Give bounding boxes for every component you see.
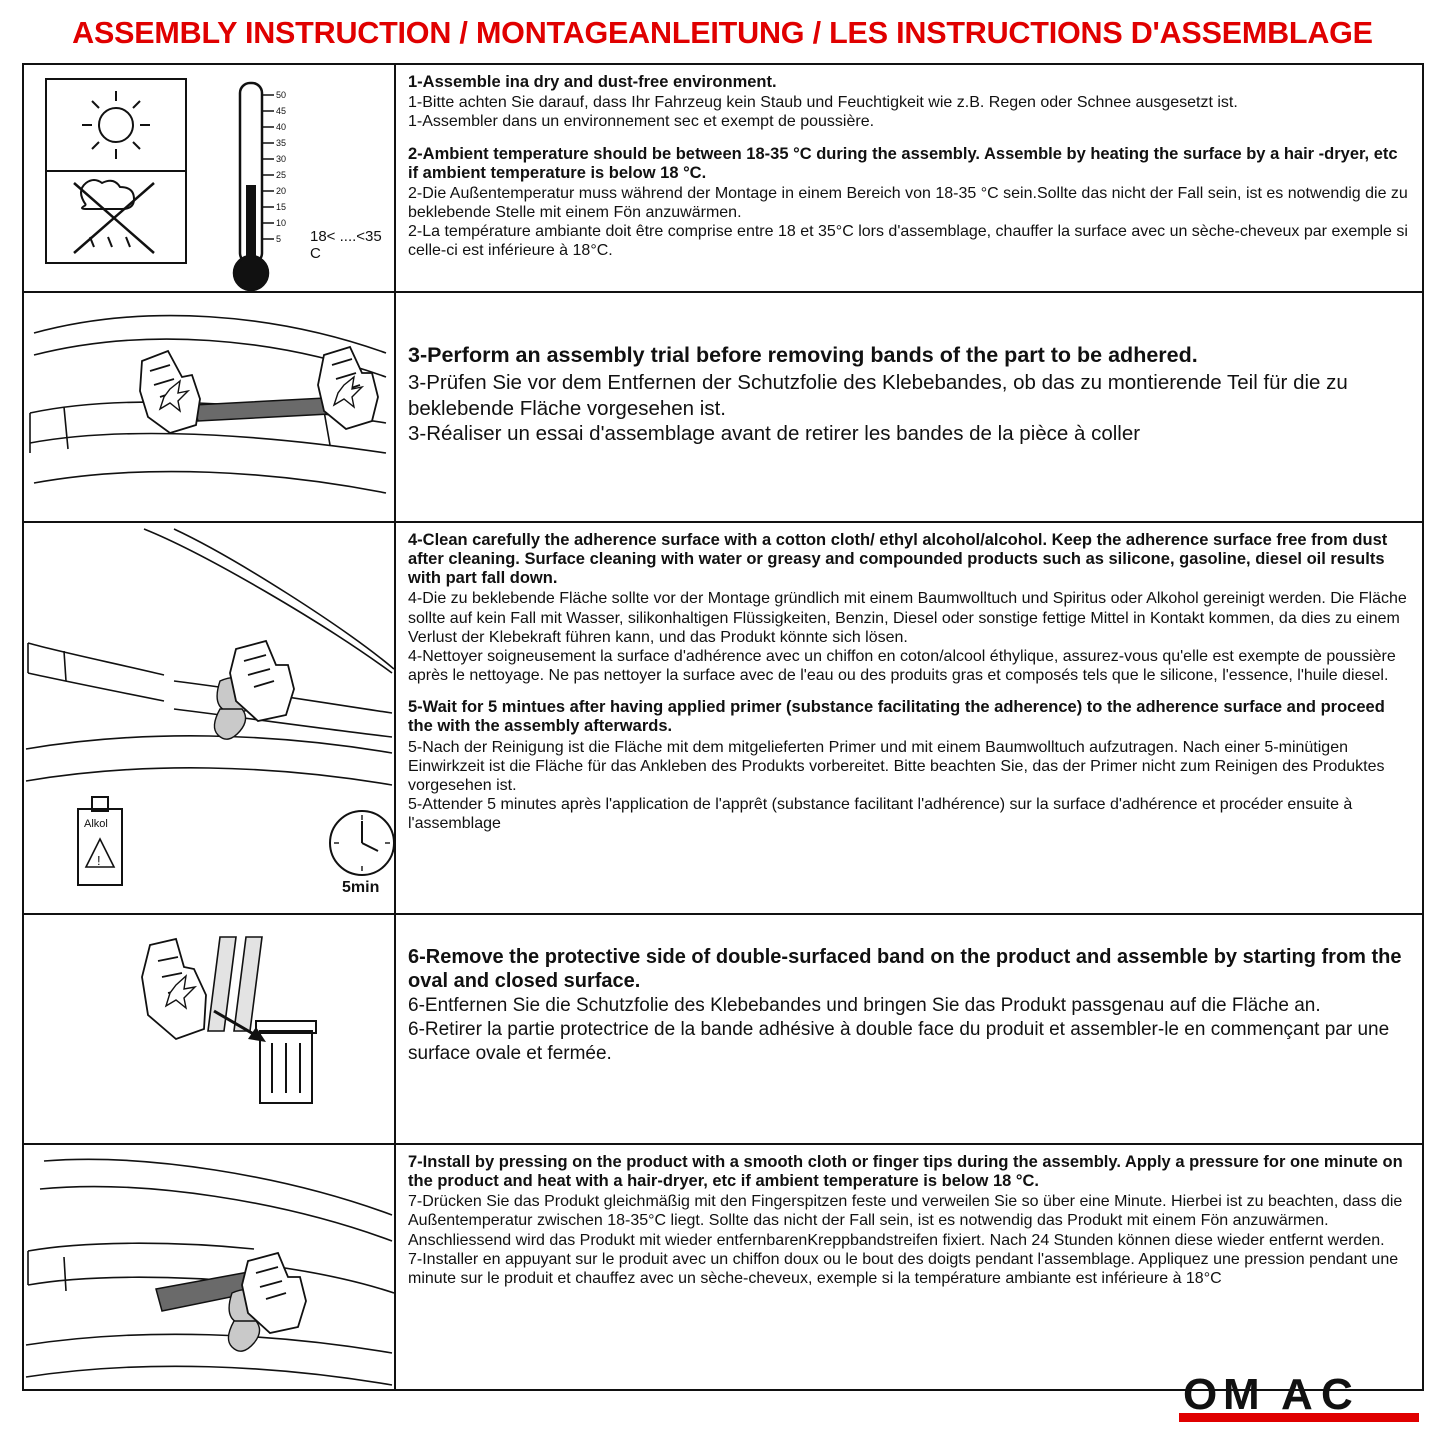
step-3-fr: 3-Réaliser un essai d'assemblage avant de retirer les bandes de la pièce à coller <box>408 422 1141 446</box>
svg-text:20: 20 <box>276 186 287 196</box>
step-6-de: 6-Entfernen Sie die Schutzfolie des Klebebandes und bringen Sie das Produkt passgenau auf die Fläche an. <box>408 995 1321 1016</box>
step-2-en: 2-Ambient temperature should be between 18-35 °C during the assembly. Assemble by heating the surface by a hair -dryer, etc if ambient temperature is below 18 °C. <box>408 144 1398 182</box>
illustration-trial-fit <box>24 293 396 523</box>
temperature-range-label: 18< ....<35 C <box>310 228 382 262</box>
step-4 <box>408 531 1410 685</box>
illustration-sun-thermometer <box>24 65 396 293</box>
instruction-row <box>24 523 1424 915</box>
svg-text:25: 25 <box>276 170 287 180</box>
step-6-en: 6-Remove the protective side of double-surfaced band on the product and assemble by starting from the oval and closed surface. <box>408 946 1402 992</box>
svg-text:M: M <box>1223 1370 1260 1419</box>
illustration-press-product <box>24 1145 396 1391</box>
cleaning-surface-alcohol-clock-icon <box>24 523 396 915</box>
step-2 <box>408 145 1410 261</box>
instruction-text-4-5 <box>396 523 1424 915</box>
step-4-de: 4-Die zu beklebende Fläche sollte vor der Montage gründlich mit einem Baumwolltuch und Spiritus oder Alkohol gereinigt werden. Die Fläche sollte auf kein Fall mit Wasser, silikonhaltigen Flüssigkeiten, Benzin, Diesel oder sonstige fettige Mittel in Kontakt kommen, da dies zu einem Verlust der Klebekraft führen kann, und das Produkt könnte sich lösen. <box>408 590 1407 646</box>
svg-text:Alkol: Alkol <box>84 818 108 830</box>
omac-logo <box>1179 1367 1419 1429</box>
step-3-en: 3-Perform an assembly trial before removing bands of the part to be adhered. <box>408 343 1198 367</box>
step-1-en: 1-Assemble ina dry and dust-free environment. <box>408 73 777 91</box>
step-1-de: 1-Bitte achten Sie darauf, dass Ihr Fahrzeug kein Staub und Feuchtigkeit wie z.B. Regen oder Schnee ausgesetzt ist. <box>408 94 1238 112</box>
instruction-row <box>24 65 1424 293</box>
step-5-de: 5-Nach der Reinigung ist die Fläche mit dem mitgelieferten Primer und mit einem Baumwolltuch aufzutragen. Nach einer 5-minütigen Einwirkzeit ist die Fläche für das Ankleben des Produkts vorbereitet. Bitte beachten Sie, das der Primer nicht zum Reinigen des Produktes vorgesehen ist. <box>408 738 1385 794</box>
svg-text:!: ! <box>97 853 101 868</box>
svg-text:15: 15 <box>276 202 287 212</box>
step-1-fr: 1-Assembler dans un environnement sec et exempt de poussière. <box>408 113 875 131</box>
step-3 <box>408 343 1410 447</box>
illustration-cleaning <box>24 523 396 915</box>
instruction-text-3 <box>396 293 1424 523</box>
svg-text:10: 10 <box>276 218 287 228</box>
step-6-fr: 6-Retirer la partie protectrice de la bande adhésive à double face du produit et assembler-le en commençant par une surface ovale et fermée. <box>408 1018 1390 1064</box>
step-5 <box>408 698 1410 833</box>
svg-text:30: 30 <box>276 154 287 164</box>
step-7-fr: 7-Installer en appuyant sur le produit avec un chiffon doux ou le bout des doigts pendant l'assemblage. Appliquez une pression pendant une minute sur le produit et chauffez avec un sèche-cheveux, exemple si la température ambiante est inférieure à 18°C <box>408 1250 1399 1287</box>
hands-trial-fit-on-door-sill-icon <box>24 293 396 523</box>
peel-protective-film-trash-icon <box>24 915 396 1145</box>
svg-text:45: 45 <box>276 106 287 116</box>
step-7-de: 7-Drücken Sie das Produkt gleichmäßig mit den Fingerspitzen feste und verweilen Sie so über eine Minute. Hierbei ist zu beachten, dass die Außentemperatur zwischen 18-35°C liegt. Sollte das nicht der Fall sein, ist es notwendig das Produkt mit einem Fön anzuwärmen. Anschliessend wird das Produkt mit wieder entfernbarenKreppbandstreifen fixiert. Nach 24 Stunden können diese wieder entfernt werden. <box>408 1193 1403 1249</box>
clock-label: 5min <box>342 879 380 896</box>
instruction-row <box>24 1145 1424 1391</box>
instruction-text-6 <box>396 915 1424 1145</box>
press-product-with-cloth-icon <box>24 1145 396 1391</box>
page-title: ASSEMBLY INSTRUCTION / MONTAGEANLEITUNG / LES INSTRUCTIONS D'ASSEMBLAGE <box>72 16 1373 50</box>
step-5-en: 5-Wait for 5 mintues after having applied primer (substance facilitating the adherence) to the adherence surface and proceed the with the assembly afterwards. <box>408 698 1385 736</box>
step-7 <box>408 1153 1410 1288</box>
step-4-en: 4-Clean carefully the adherence surface with a cotton cloth/ ethyl alcohol/alcohol. Keep the adherence surface free from dust after cleaning. Surface cleaning with water or greasy and compounded products such as silicone, gasoline, diesel oil results with part fall down. <box>408 531 1388 588</box>
illustration-peel-film <box>24 915 396 1145</box>
step-2-fr: 2-La température ambiante doit être comprise entre 18 et 35°C lors d'assemblage, chauffer la surface avec un sèche-cheveux par exemple si celle-ci est inférieure à 18°C. <box>408 223 1408 260</box>
svg-text:C: C <box>1321 1370 1353 1419</box>
instruction-row <box>24 293 1424 523</box>
instruction-text-1 <box>396 65 1424 293</box>
svg-text:40: 40 <box>276 122 287 132</box>
step-7-en: 7-Install by pressing on the product with a smooth cloth or finger tips during the assembly. Apply a pressure for one minute on the product and heat with a hair-dryer, etc if ambient temperature is below 18 °C. <box>408 1153 1403 1191</box>
svg-text:50: 50 <box>276 90 287 100</box>
step-4-fr: 4-Nettoyer soigneusement la surface d'adhérence avec un chiffon en coton/alcool éthylique, assurez-vous qu'elle est exempte de poussière après le nettoyage. Ne pas nettoyer la surface avec de l'eau ou des produits gras et composés tels que le silicone, l'essence, l'huile diesel. <box>408 647 1396 685</box>
svg-text:35: 35 <box>276 138 287 148</box>
instruction-text-7 <box>396 1145 1424 1391</box>
step-1 <box>408 73 1410 132</box>
svg-text:A: A <box>1281 1370 1313 1419</box>
step-3-de: 3-Prüfen Sie vor dem Entfernen der Schutzfolie des Klebebandes, ob das zu montierende Teil für die zu beklebende Fläche vorgesehen ist. <box>408 370 1348 420</box>
step-5-fr: 5-Attender 5 minutes après l'application de l'apprêt (substance facilitant l'adhérence) sur la surface d'adhérence et procéder ensuite à l'assemblage <box>408 796 1353 833</box>
svg-text:5: 5 <box>276 234 282 244</box>
instruction-row <box>24 915 1424 1145</box>
step-2-de: 2-Die Außentemperatur muss während der Montage in einem Bereich von 18-35 °C sein.Sollte das nicht der Fall sein, ist es notwendig die zu beklebende Stelle mit einem Fön anzuwärmen. <box>408 184 1408 221</box>
step-6 <box>408 945 1410 1066</box>
instruction-grid <box>22 63 1424 1391</box>
svg-text:O: O <box>1183 1370 1218 1419</box>
